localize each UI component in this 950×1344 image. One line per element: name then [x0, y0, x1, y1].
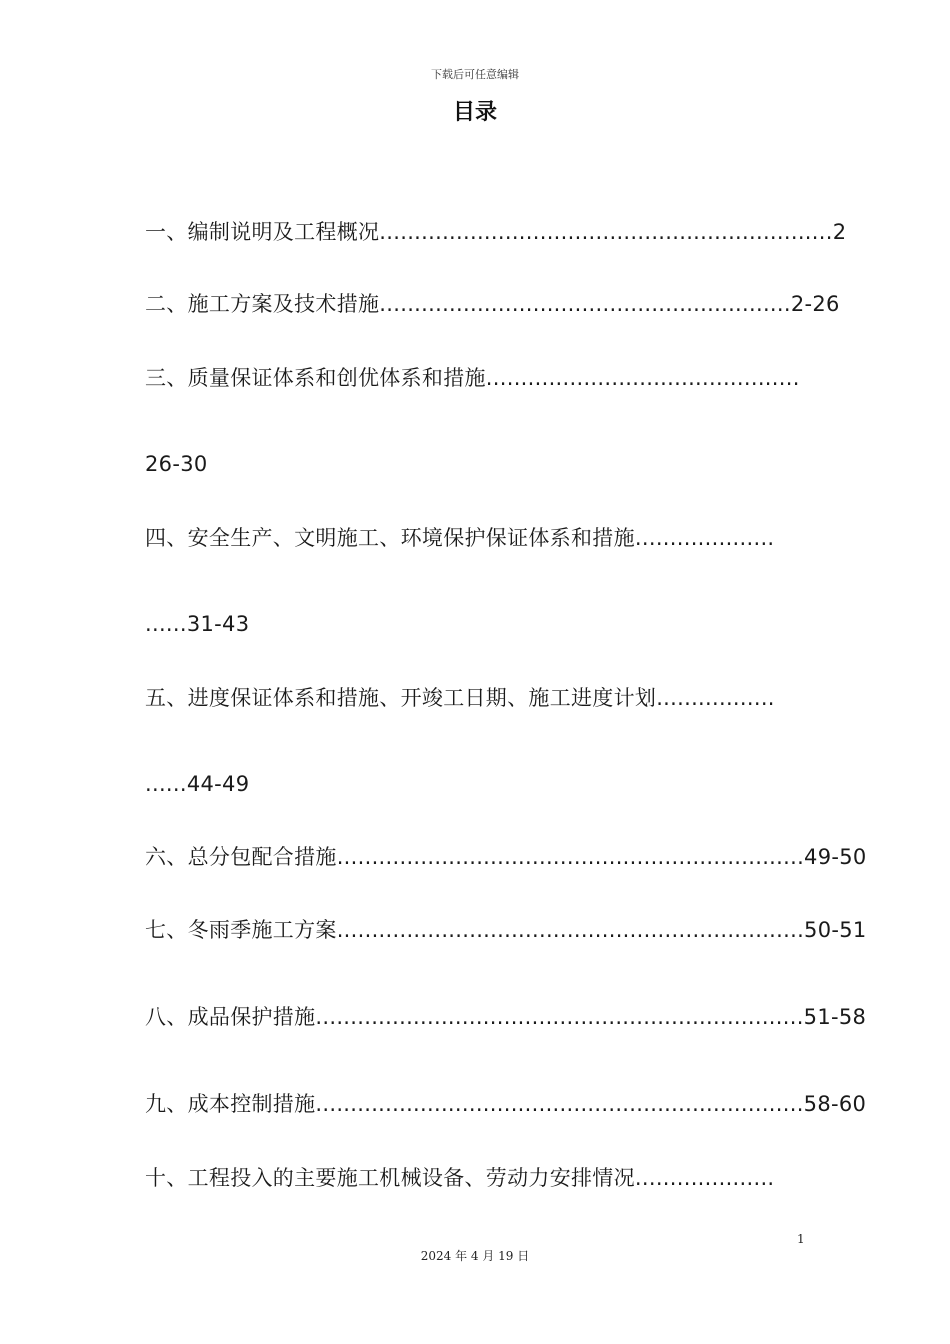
header-note: 下载后可任意编辑: [431, 68, 519, 81]
page-title: 目录: [452, 100, 497, 125]
toc-line: 七、冬雨季施工方案...................................................................50-51: [145, 918, 867, 942]
toc-line: 八、成品保护措施......................................................................51-58: [145, 1005, 867, 1029]
toc-line: 26-30: [145, 452, 208, 476]
toc-line: 五、进度保证体系和措施、开竣工日期、施工进度计划.................: [145, 686, 775, 710]
toc-line: 四、安全生产、文明施工、环境保护保证体系和措施....................: [145, 526, 775, 550]
toc-line: 六、总分包配合措施...................................................................49-50: [145, 845, 867, 869]
toc-line: 二、施工方案及技术措施...........................................................2-26: [145, 292, 840, 316]
toc-line: 九、成本控制措施......................................................................58-60: [145, 1092, 867, 1116]
toc-line: ......44-49: [145, 772, 250, 796]
toc-line: 一、编制说明及工程概况.................................................................2: [145, 220, 847, 244]
toc-line: 十、工程投入的主要施工机械设备、劳动力安排情况....................: [145, 1166, 775, 1190]
toc-line: ......31-43: [145, 612, 250, 636]
toc-line: 三、质量保证体系和创优体系和措施.............................................: [145, 366, 800, 390]
page-number: 1: [797, 1232, 805, 1246]
footer-date: 2024 年 4 月 19 日: [420, 1249, 530, 1263]
